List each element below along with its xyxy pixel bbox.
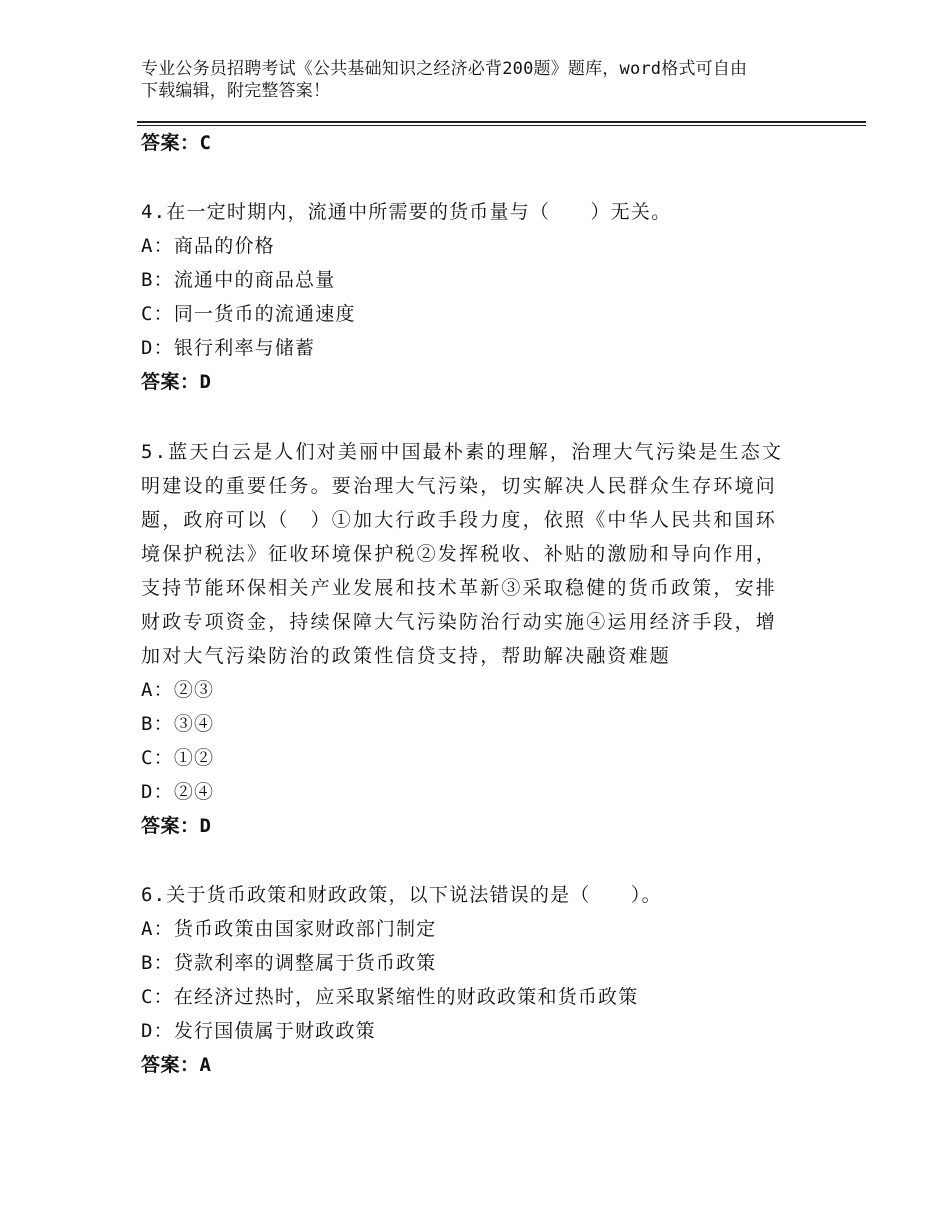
- stem-line: 境保护税法》征收环境保护税②发挥税收、补贴的激励和导向作用，: [141, 543, 778, 565]
- question-stem: [141, 435, 801, 673]
- header-divider: [137, 121, 866, 123]
- answer-line: 答案：D: [141, 371, 212, 393]
- option-a: A：②③: [141, 679, 215, 701]
- document-header: [141, 58, 821, 102]
- option-b: B：③④: [141, 713, 215, 735]
- question-6: [141, 878, 841, 1082]
- question-5: [141, 435, 841, 843]
- stem-line: 财政专项资金，持续保障大气污染防治行动实施④运用经济手段，增: [141, 611, 778, 633]
- stem-line: 支持节能环保相关产业发展和技术革新③采取稳健的货币政策，安排: [141, 577, 778, 599]
- question-4: [141, 195, 841, 399]
- stem-line: 5.蓝天白云是人们对美丽中国最朴素的理解，治理大气污染是生态文: [141, 441, 784, 463]
- stem-line: 明建设的重要任务。要治理大气污染，切实解决人民群众生存环境问: [141, 475, 778, 497]
- header-line: 专业公务员招聘考试《公共基础知识之经济必背200题》题库，word格式可自由: [141, 59, 748, 79]
- option-c: C：同一货币的流通速度: [141, 303, 356, 325]
- option-c: C：在经济过热时，应采取紧缩性的财政政策和货币政策: [141, 986, 639, 1008]
- option-a: A：货币政策由国家财政部门制定: [141, 918, 437, 940]
- stem-line: 题，政府可以（ ）①加大行政手段力度，依照《中华人民共和国环: [141, 509, 778, 531]
- option-d: D：发行国债属于财政政策: [141, 1020, 376, 1042]
- option-d: D：银行利率与储蓄: [141, 337, 316, 359]
- answer-line: 答案：D: [141, 815, 212, 837]
- option-b: B：贷款利率的调整属于货币政策: [141, 952, 437, 974]
- stem-line: 加对大气污染防治的政策性信贷支持，帮助解决融资难题: [141, 645, 672, 667]
- question-stem: 4.在一定时期内，流通中所需要的货币量与（ ）无关。: [141, 201, 672, 223]
- answer-line: 答案：A: [141, 1054, 212, 1076]
- option-b: B：流通中的商品总量: [141, 269, 336, 291]
- answer-line: 答案：C: [141, 132, 212, 154]
- option-c: C：①②: [141, 747, 215, 769]
- question-stem: 6.关于货币政策和财政政策，以下说法错误的是（ ）。: [141, 884, 662, 906]
- option-d: D：②④: [141, 781, 215, 803]
- header-line: 下载编辑，附完整答案！: [141, 81, 331, 101]
- option-a: A：商品的价格: [141, 235, 275, 257]
